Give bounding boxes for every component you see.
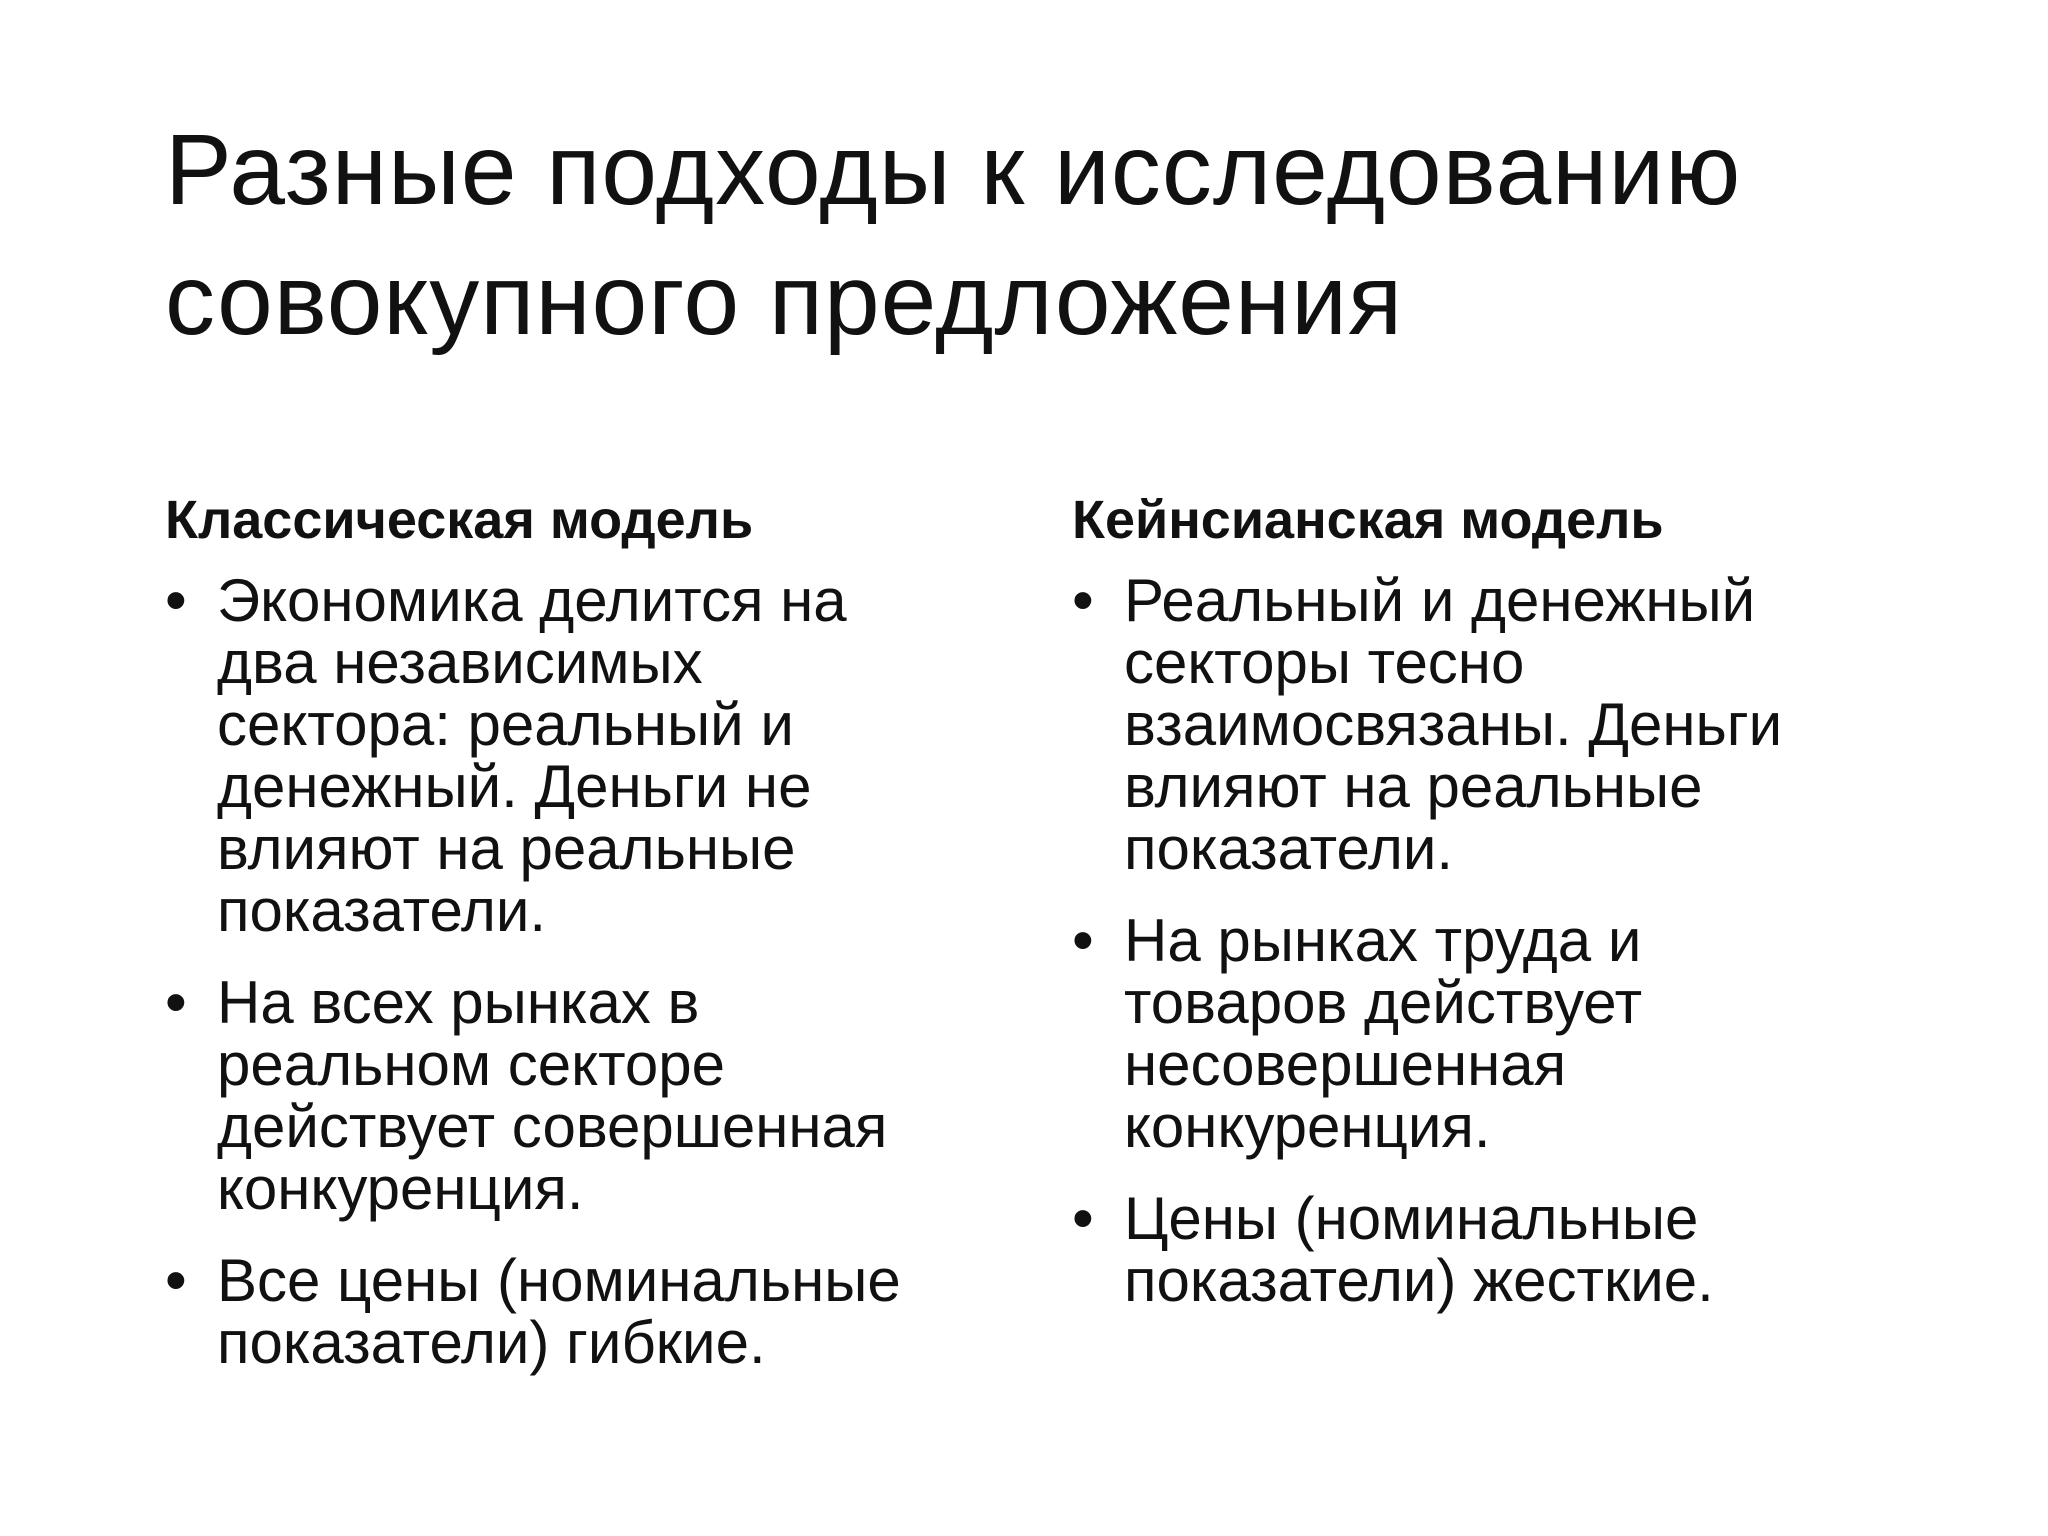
bullet-text <box>217 969 1025 1222</box>
bullet-item <box>1072 906 1932 1160</box>
bullet-line: показатели. <box>217 877 547 944</box>
keynesian-model-heading: Кейнсианская модель <box>1072 490 1664 550</box>
bullet-text <box>1124 1185 1932 1314</box>
slide-title-line: совокупного предложения <box>165 244 1404 356</box>
bullet-line: денежный. Деньги не <box>217 753 812 820</box>
bullet-line: Реальный и денежный <box>1124 567 1756 634</box>
bullet-item <box>165 968 1025 1222</box>
bullet-line: товаров действует <box>1124 969 1643 1036</box>
bullet-line: несовершенная <box>1124 1031 1567 1098</box>
bullet-line: показатели) гибкие. <box>217 1309 766 1376</box>
bullet-line: два независимых <box>217 629 703 696</box>
bullet-line: секторы тесно <box>1124 629 1525 696</box>
bullet-line: Цены (номинальные <box>1124 1185 1699 1252</box>
bullet-line: Экономика делится на <box>217 567 847 634</box>
bullet-line: На всех рынках в <box>217 969 700 1036</box>
bullet-line: влияют на реальные <box>1124 753 1703 820</box>
bullet-line: влияют на реальные <box>217 815 796 882</box>
bullet-item <box>1072 566 1932 882</box>
bullet-icon: • <box>165 566 187 635</box>
bullet-line: сектора: реальный и <box>217 691 794 758</box>
classical-model-heading: Классическая модель <box>165 490 754 550</box>
bullet-line: Все цены (номинальные <box>217 1247 901 1314</box>
keynesian-model-bullets <box>1072 566 1932 1314</box>
bullet-text <box>1124 907 1932 1160</box>
bullet-line: взаимосвязаны. Деньги <box>1124 691 1783 758</box>
bullet-item <box>165 1246 1025 1376</box>
bullet-line: конкуренция. <box>1124 1093 1491 1160</box>
bullet-line: показатели) жесткие. <box>1124 1247 1714 1314</box>
classical-model-bullets <box>165 566 1025 1376</box>
slide-title <box>165 105 1925 365</box>
bullet-icon: • <box>1072 1184 1094 1253</box>
bullet-line: На рынках труда и <box>1124 907 1642 974</box>
bullet-text <box>217 1247 1025 1376</box>
bullet-item <box>165 566 1025 944</box>
bullet-item <box>1072 1184 1932 1314</box>
bullet-text <box>217 567 1025 944</box>
bullet-line: конкуренция. <box>217 1155 584 1222</box>
bullet-icon: • <box>165 968 187 1037</box>
bullet-text <box>1124 567 1932 882</box>
bullet-icon: • <box>165 1246 187 1315</box>
bullet-icon: • <box>1072 906 1094 975</box>
bullet-line: действует совершенная <box>217 1093 888 1160</box>
slide-title-line: Разные подходы к исследованию <box>165 114 1742 226</box>
bullet-line: реальном секторе <box>217 1031 726 1098</box>
classical-model-column <box>165 488 1025 1404</box>
bullet-icon: • <box>1072 566 1094 635</box>
bullet-line: показатели. <box>1124 815 1454 882</box>
keynesian-model-column <box>1072 488 1932 1342</box>
